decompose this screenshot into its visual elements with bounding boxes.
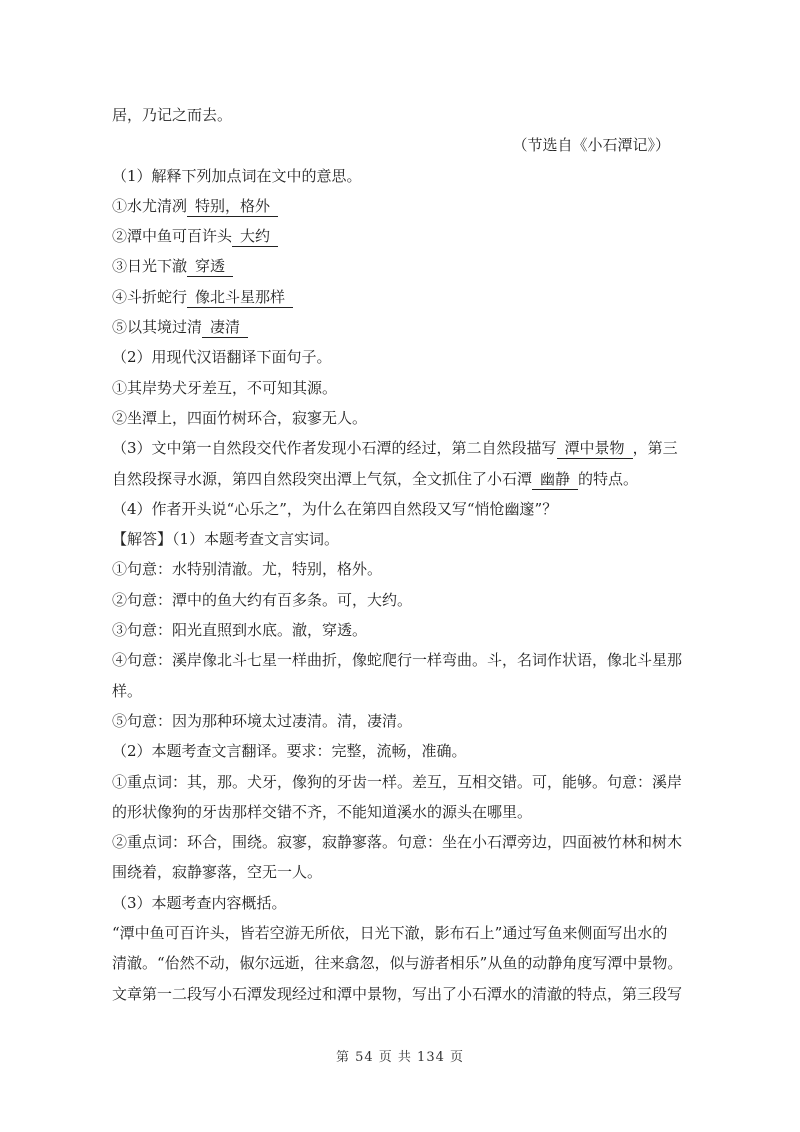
text-line: ①其岸势犬牙差互，不可知其源。 — [112, 378, 338, 397]
item-text: ⑤以其境过清 — [112, 318, 203, 337]
answer-blank: 凄清 — [202, 317, 248, 338]
answer-blank: 像北斗星那样 — [187, 287, 293, 308]
question-2: （2）用现代汉语翻译下面句子。 — [112, 348, 332, 367]
text-line: ①重点词：其，那。犬牙，像狗的牙齿一样。差互，互相交错。可，能够。句意：溪岸 — [112, 772, 683, 791]
item-text: 的特点。 — [578, 469, 639, 488]
answer-line — [112, 312, 692, 342]
item-text: ③日光下澈 — [112, 257, 188, 276]
answer-line — [112, 191, 692, 221]
answer-blank: 潭中景物 — [557, 438, 633, 459]
text-line: ①句意：水特别清澈。尤，特别，格外。 — [112, 560, 383, 579]
text-line: ②重点词：环合，围绕。寂寥，寂静寥落。句意：坐在小石潭旁边，四面被竹林和树木 — [112, 833, 683, 852]
item-text: ④斗折蛇行 — [112, 287, 188, 306]
text-line: 样。 — [112, 681, 143, 700]
item-text: 自然段探寻水源，第四自然段突出潭上气氛，全文抓住了小石潭 — [112, 469, 533, 488]
page-body — [112, 100, 692, 1009]
item-text: ②潭中鱼可百许头 — [112, 227, 233, 246]
item-text: ，第三 — [632, 439, 678, 458]
answer-blank: 穿透 — [187, 256, 233, 277]
text-line: 围绕着，寂静寥落，空无一人。 — [112, 863, 323, 882]
answer-line — [112, 221, 692, 251]
item-text: （3）文中第一自然段交代作者发现小石潭的经过，第二自然段描写 — [112, 439, 557, 458]
text-line: ④句意：溪岸像北斗七星一样曲折，像蛇爬行一样弯曲。斗，名词作状语，像北斗星那 — [112, 651, 683, 670]
answer-blank: 特别，格外 — [187, 196, 278, 217]
question-1: （1）解释下列加点词在文中的意思。 — [112, 166, 362, 185]
text-line: 清澈。“佁然不动，俶尔远逝，往来翕忽，似与游者相乐”从鱼的动静角度写潭中景物。 — [112, 954, 683, 973]
text-line: ②句意：潭中的鱼大约有百多条。可，大约。 — [112, 590, 413, 609]
question-4: （4）作者开头说“心乐之”，为什么在第四自然段又写“悄怆幽邃”？ — [112, 499, 558, 518]
text-line: 居，乃记之而去。 — [112, 106, 233, 124]
text-line: ②坐潭上，四面竹树环合，寂寥无人。 — [112, 408, 368, 427]
answer-heading: 【解答】（1）本题考查文言实词。 — [112, 530, 340, 549]
answer-blank: 幽静 — [532, 469, 578, 490]
source-citation: （节选自《小石潭记》） — [512, 136, 670, 155]
text-line: “潭中鱼可百许头，皆若空游无所依，日光下澈，影布石上”通过写鱼来侧面写出水的 — [112, 924, 668, 943]
answer-line — [112, 282, 692, 312]
item-text: ①水尤清冽 — [112, 196, 188, 215]
text-line: （3）本题考查内容概括。 — [112, 893, 287, 912]
question-3-cont — [112, 464, 692, 494]
text-line: （2）本题考查文言翻译。要求：完整，流畅，准确。 — [112, 742, 467, 761]
question-3 — [112, 433, 692, 463]
answer-line — [112, 251, 692, 281]
text-line: ⑤句意：因为那种环境太过凄清。清，凄清。 — [112, 711, 413, 730]
page-footer: 第 54 页 共 134 页 — [335, 1050, 465, 1065]
text-line: 的形状像狗的牙齿那样交错不齐，不能知道溪水的源头在哪里。 — [112, 802, 533, 821]
text-line: ③句意：阳光直照到水底。澈，穿透。 — [112, 621, 368, 640]
text-line: 文章第一二段写小石潭发现经过和潭中景物，写出了小石潭水的清澈的特点，第三段写 — [112, 984, 683, 1003]
answer-blank: 大约 — [232, 226, 278, 247]
